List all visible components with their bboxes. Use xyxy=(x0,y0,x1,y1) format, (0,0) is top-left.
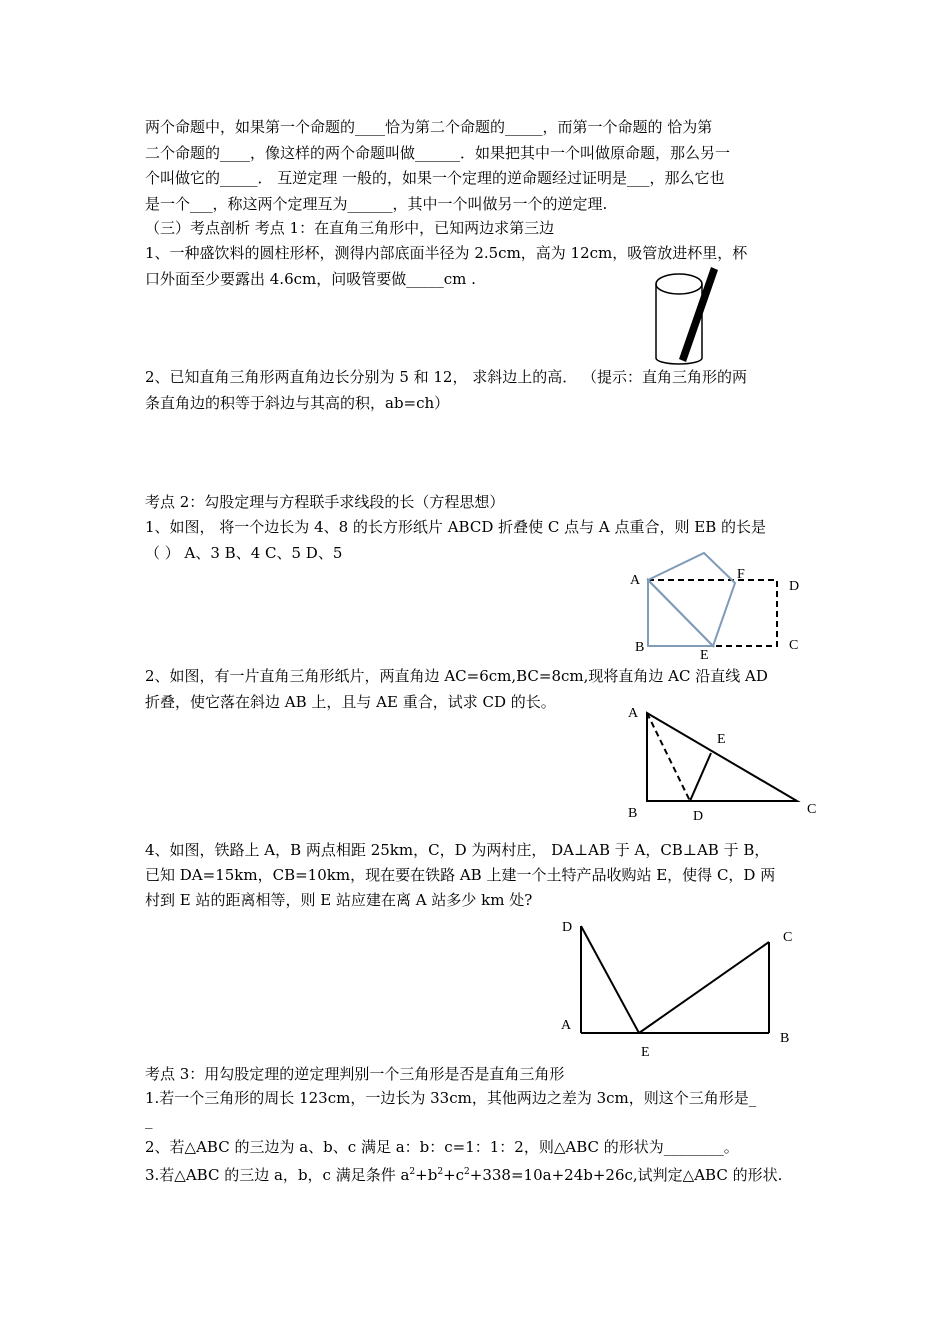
label-f: F xyxy=(737,567,745,582)
intro-line-1: 两个命题中，如果第一个命题的____恰为第二个命题的_____，而第一个命题的 恰为第 xyxy=(145,118,713,136)
label-d: D xyxy=(562,920,573,935)
label-d: D xyxy=(693,809,704,824)
label-c: C xyxy=(783,930,793,945)
k3-q2: 2、若△ABC 的三边为 a、b、c 满足 a：b：c=1：1：2，则△ABC 的形状为________。 xyxy=(145,1138,739,1156)
segment-de xyxy=(581,926,639,1033)
intro-line-4: 是一个___，称这两个定理互为______，其中一个叫做另一个的逆定理. xyxy=(145,195,608,213)
label-a: A xyxy=(628,706,639,721)
cup-rim xyxy=(656,274,702,294)
k3-heading: 考点 3：用勾股定理的逆定理判别一个三角形是否是直角三角形 xyxy=(145,1065,565,1083)
k3-q1-line-1: 1.若一个三角形的周长 123cm，一边长为 33cm，其他两边之差为 3cm，则这个三角形是_ xyxy=(145,1089,757,1107)
label-b: B xyxy=(628,806,638,821)
label-e: E xyxy=(717,732,726,747)
intro-line-3: 个叫做它的_____． 互逆定理 一般的，如果一个定理的逆命题经过证明是___，那么它也 xyxy=(145,169,725,187)
k1-q2-line-1: 2、已知直角三角形两直角边长分别为 5 和 12， 求斜边上的高． （提示：直角三角形的两 xyxy=(145,368,748,386)
k2-q1-line-1: 1、如图， 将一个边长为 4、8 的长方形纸片 ABCD 折叠使 C 点与 A 点重合，则 EB 的长是 xyxy=(145,518,767,536)
k3-q3-part-b: +b xyxy=(415,1166,438,1184)
label-e: E xyxy=(641,1045,650,1060)
k2-q4-line-1: 4、如图，铁路上 A，B 两点相距 25km，C，D 为两村庄， DA⊥AB 于 A，CB⊥AB 于 B， xyxy=(145,841,770,859)
triangle-abc xyxy=(647,713,797,801)
railway-figure xyxy=(550,913,810,1063)
k3-q3-sup-2: 2 xyxy=(437,1167,444,1177)
k3-q1-line-2: _ xyxy=(145,1111,153,1129)
k3-q3-part-c: +c xyxy=(443,1166,465,1184)
folded-rectangle-figure xyxy=(625,548,815,664)
original-rectangle-dashed xyxy=(648,580,777,646)
k2-q4-line-2: 已知 DA=15km，CB=10km，现在要在铁路 AB 上建一个土特产品收购站 E，使得 C，D 两 xyxy=(145,866,776,884)
k2-q2-line-2: 折叠，使它落在斜边 AB 上，且与 AE 重合，试求 CD 的长。 xyxy=(145,693,556,711)
k3-q3-sup-3: 2 xyxy=(464,1167,470,1177)
segment-ec xyxy=(639,942,769,1033)
section-heading: （三）考点剖析 考点 1：在直角三角形中，已知两边求第三边 xyxy=(145,219,555,237)
label-a: A xyxy=(630,573,641,588)
label-e: E xyxy=(700,648,709,663)
straw xyxy=(679,267,718,362)
k3-q3-sup-1: 2 xyxy=(409,1167,416,1177)
label-c: C xyxy=(789,638,799,653)
k2-heading: 考点 2：勾股定理与方程联手求线段的长（方程思想） xyxy=(145,493,505,511)
cup-base xyxy=(656,358,702,364)
k1-q1-line-2: 口外面至少要露出 4.6cm，问吸管要做_____cm . xyxy=(145,270,476,288)
triangle-fold-figure xyxy=(620,700,825,825)
k3-q3-part-a: 3.若△ABC 的三边 a，b，c 满足条件 a xyxy=(145,1166,410,1184)
label-d: D xyxy=(789,579,800,594)
folded-quad-afe xyxy=(648,553,735,646)
intro-line-2: 二个命题的____，像这样的两个命题叫做______．如果把其中一个叫做原命题，那么另一 xyxy=(145,144,731,162)
cup-straw-figure xyxy=(650,262,730,366)
label-b: B xyxy=(780,1031,790,1046)
k3-q3-part-d: +338=10a+24b+26c,试判定△ABC 的形状. xyxy=(469,1166,783,1184)
k1-q2-line-2: 条直角边的积等于斜边与其高的积，ab=ch） xyxy=(145,394,450,412)
k2-q4-line-3: 村到 E 站的距离相等，则 E 站应建在离 A 站多少 km 处? xyxy=(145,891,533,909)
label-a: A xyxy=(561,1018,572,1033)
segment-de xyxy=(690,753,711,801)
k1-q1-line-1: 1、一种盛饮料的圆柱形杯，测得内部底面半径为 2.5cm，高为 12cm，吸管放进杯里，杯 xyxy=(145,244,748,262)
label-b: B xyxy=(635,640,645,655)
label-c: C xyxy=(807,802,817,817)
k2-q2-line-1: 2、如图，有一片直角三角形纸片，两直角边 AC=6cm,BC=8cm,现将直角边 AC 沿直线 AD xyxy=(145,667,768,685)
k2-q1-line-2: （ ） A、3 B、4 C、5 D、5 xyxy=(145,544,343,562)
k3-q3 xyxy=(145,1162,782,1185)
